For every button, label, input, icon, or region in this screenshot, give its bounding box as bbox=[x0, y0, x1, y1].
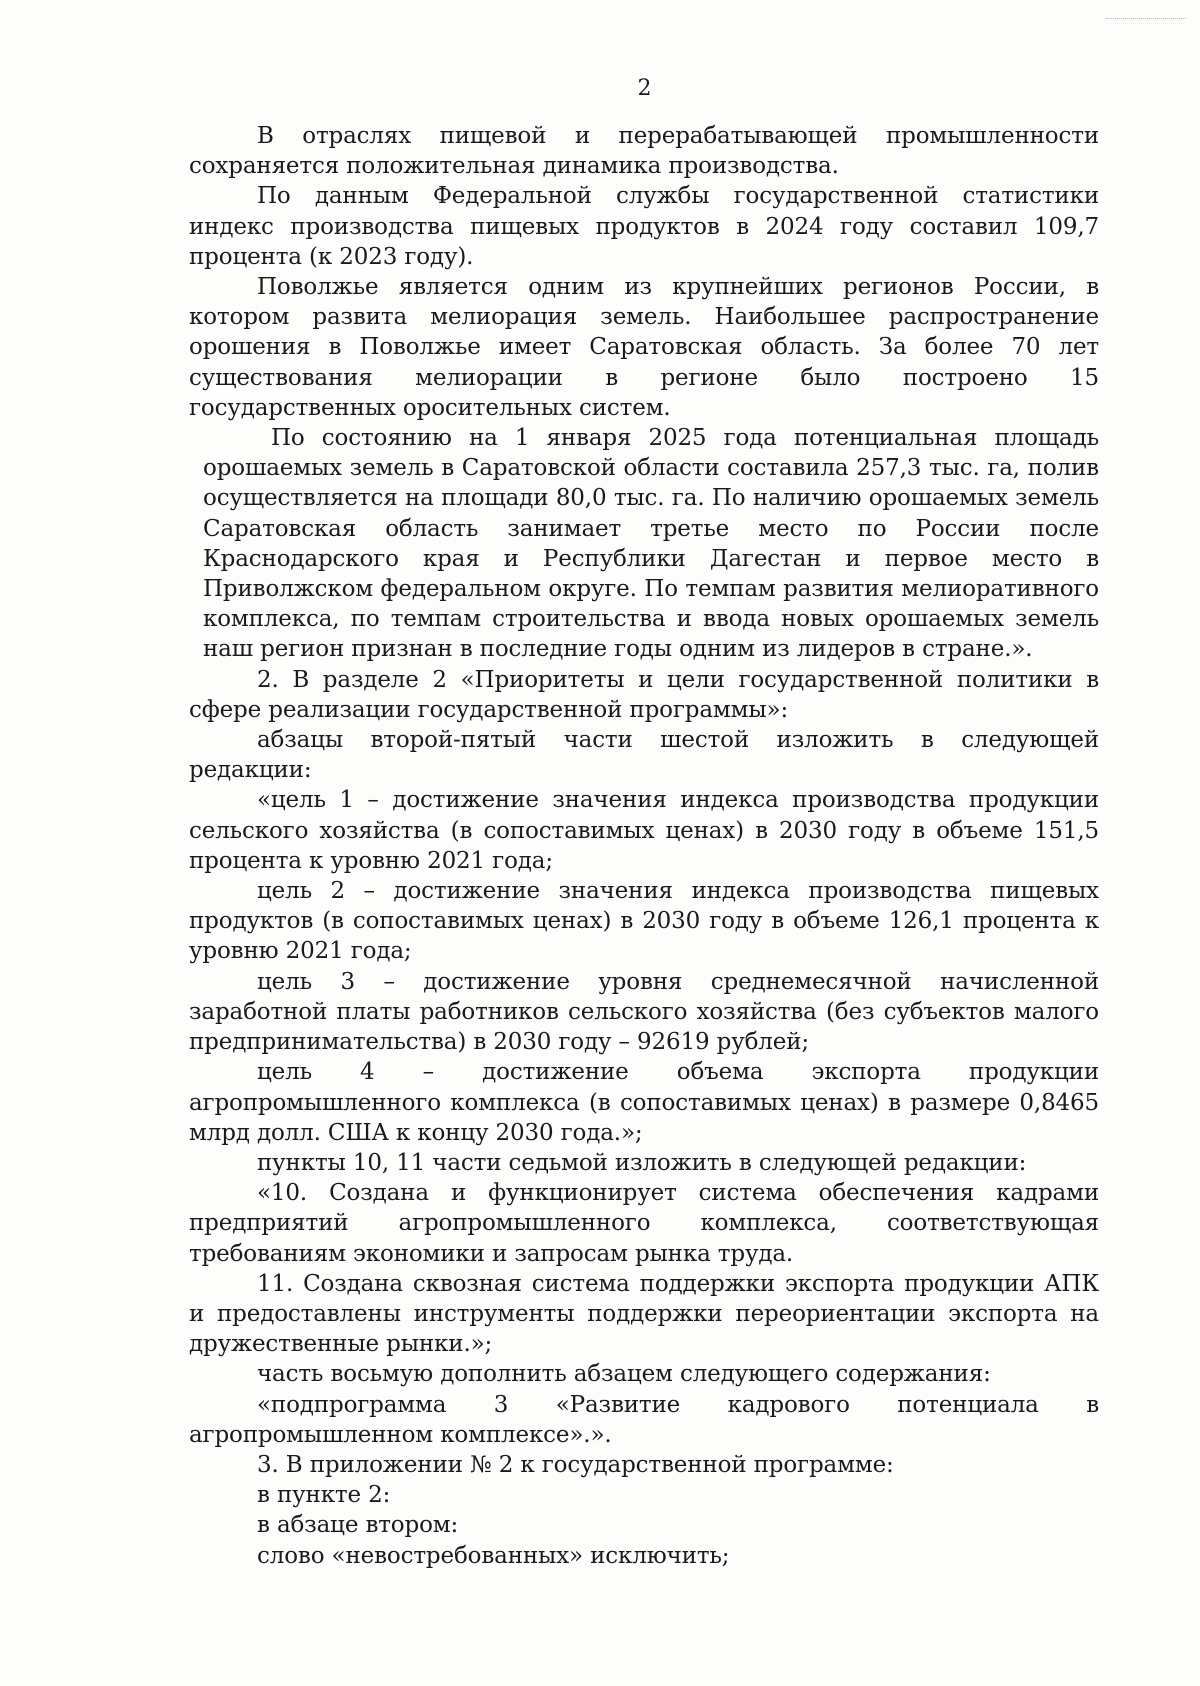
paragraph: 2. В разделе 2 «Приоритеты и цели государственной политики в сфере реализации государственной программы»: bbox=[189, 666, 1099, 723]
paragraph: В отраслях пищевой и перерабатывающей промышленности сохраняется положительная динамика производства. bbox=[189, 123, 1099, 180]
paragraph: пункты 10, 11 части седьмой изложить в следующей редакции: bbox=[257, 1149, 1027, 1176]
paragraph: «10. Создана и функционирует система обеспечения кадрами предприятий агропромышленного комплекса, соответствующая требованиям экономики и запросам рынка труда. bbox=[189, 1180, 1099, 1267]
paragraph: слово «невостребованных» исключить; bbox=[257, 1542, 730, 1569]
paragraph: цель 4 – достижение объема экспорта продукции агропромышленного комплекса (в сопоставимых ценах) в размере 0,8465 млрд долл. США к концу 2030 года.»; bbox=[189, 1059, 1099, 1146]
paragraph: цель 2 – достижение значения индекса производства пищевых продуктов (в сопоставимых ценах) в 2030 году в объеме 126,1 процента к уровню 2021 года; bbox=[189, 878, 1099, 965]
paragraph: в абзаце втором: bbox=[257, 1512, 459, 1539]
paragraph: часть восьмую дополнить абзацем следующего содержания: bbox=[257, 1361, 991, 1388]
paragraph: 3. В приложении № 2 к государственной программе: bbox=[257, 1451, 894, 1478]
document-body bbox=[189, 121, 1099, 1571]
paragraph: абзацы второй-пятый части шестой изложить в следующей редакции: bbox=[189, 727, 1099, 784]
paragraph: Поволжье является одним из крупнейших регионов России, в котором развита мелиорация земель. Наибольшее распространение орошения в Поволжье имеет Саратовская область. За более 70 лет существования мелиорации в регионе было построено 15 государственных оросительных систем. bbox=[189, 274, 1099, 421]
paragraph: цель 3 – достижение уровня среднемесячной начисленной заработной платы работников сельского хозяйства (без субъектов малого предпринимательства) в 2030 году – 92619 рублей; bbox=[189, 968, 1099, 1056]
paragraph: По данным Федеральной службы государственной статистики индекс производства пищевых продуктов в 2024 году составил 109,7 процента (к 2023 году). bbox=[189, 183, 1099, 270]
page-number: 2 bbox=[637, 76, 652, 101]
scan-artifact bbox=[1106, 18, 1186, 21]
paragraph: в пункте 2: bbox=[257, 1482, 391, 1509]
paragraph: По состоянию на 1 января 2025 года потенциальная площадь орошаемых земель в Саратовской области составила 257,3 тыс. га, полив осуществляется на площади 80,0 тыс. га. По наличию орошаемых земель Саратовская область занимает третье место по России после Краснодарского края и Республики Дагестан и первое место в Приволжском федеральном округе. По темпам развития мелиоративного комплекса, по темпам строительства и ввода новых орошаемых земель наш регион признан в последние годы одним из лидеров в стране.». bbox=[203, 425, 1099, 663]
paragraph: 11. Создана сквозная система поддержки экспорта продукции АПК и предоставлены инструменты поддержки переориентации экспорта на дружественные рынки.»; bbox=[189, 1270, 1099, 1358]
paragraph: «цель 1 – достижение значения индекса производства продукции сельского хозяйства (в сопоставимых ценах) в 2030 году в объеме 151,5 процента к уровню 2021 года; bbox=[189, 787, 1099, 874]
paragraph: «подпрограмма 3 «Развитие кадрового потенциала в агропромышленном комплексе».». bbox=[189, 1391, 1099, 1448]
